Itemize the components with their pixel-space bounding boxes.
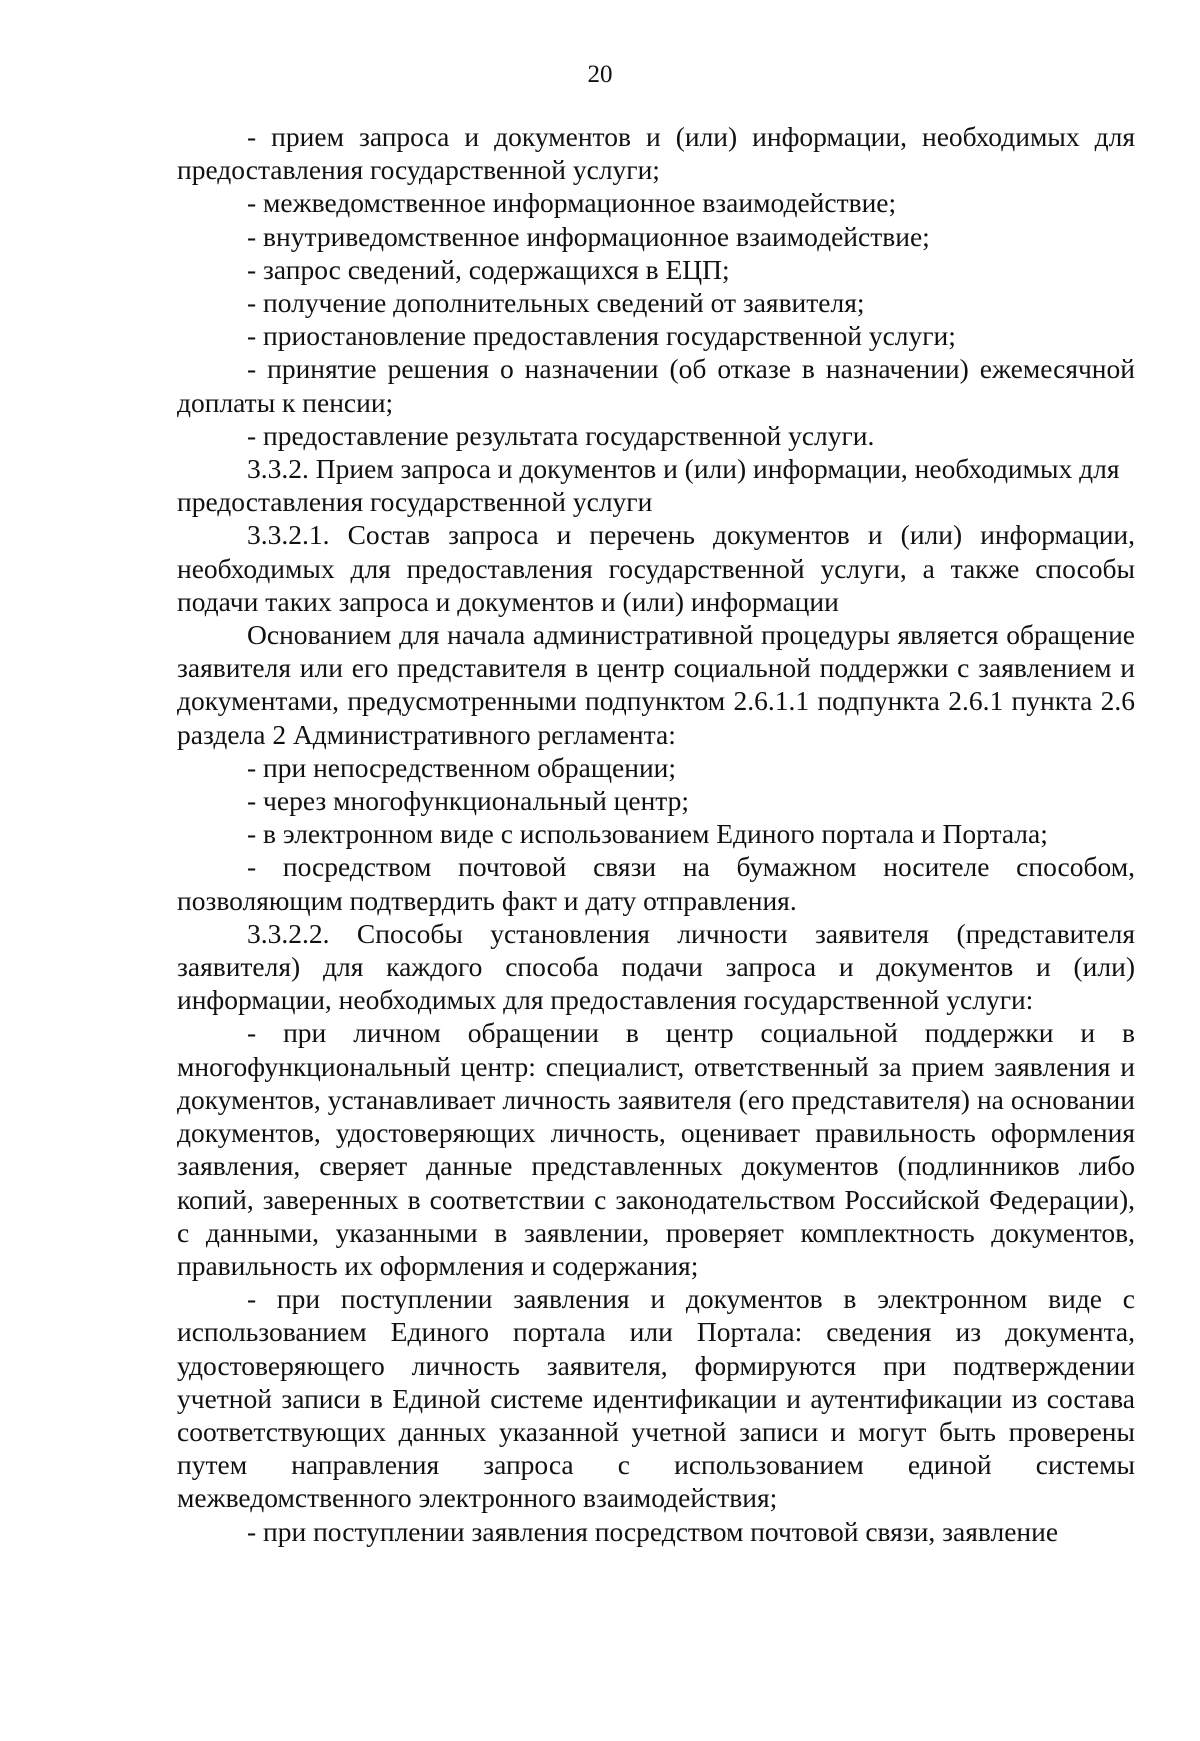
list-item-additional-info: - получение дополнительных сведений от заявителя; <box>247 287 865 319</box>
section-3-3-2-2-heading: 3.3.2.2. Способы установления личности заявителя (представителя заявителя) для каждого способа подачи запроса и документов и (или) информации, необходимых для предоставления государственной услуги: <box>177 917 1135 1016</box>
list-item-postal: - посредством почтовой связи на бумажном носителе способом, позволяющим подтвердить факт и дату отправления. <box>177 851 1135 916</box>
postal-appeal-paragraph: - при поступлении заявления посредством почтовой связи, заявление <box>247 1515 1059 1547</box>
list-item-intradepartmental-interaction: - внутриведомственное информационное взаимодействие; <box>247 220 930 252</box>
list-item-mfc: - через многофункциональный центр; <box>247 785 690 817</box>
list-item-direct-appeal: - при непосредственном обращении; <box>247 751 677 783</box>
list-item-ecp-request: - запрос сведений, содержащихся в ЕЦП; <box>247 253 730 285</box>
section-3-3-2-heading: 3.3.2. Прием запроса и документов и (или) информации, необходимых для предоставления государственной услуги <box>177 453 1120 518</box>
electronic-appeal-paragraph: - при поступлении заявления и документов в электронном виде с использованием Единого портала или Портала: сведения из документа, удостоверяющего личность заявителя, формируются при подтверждении учетной записи в Единой системе идентификации и аутентификации из состава соответствующих данных указанной учетной записи и могут быть проверены путем направления запроса с использованием единой системы межведомственного электронного взаимодействия; <box>177 1283 1135 1514</box>
personal-appeal-paragraph: - при личном обращении в центр социальной поддержки и в многофункциональный центр: специалист, ответственный за прием заявления и документов, устанавливает личность заявителя (его представителя) на основании документов, удостоверяющих личность, оценивает правильность оформления заявления, сверяет данные представленных документов (подлинников либо копий, заверенных в соответствии с законодательством Российской Федерации), с данными, указанными в заявлении, проверяет комплектность документов, правильность их оформления и содержания; <box>177 1017 1135 1281</box>
basis-paragraph: Основанием для начала административной процедуры является обращение заявителя или его представителя в центр социальной поддержки с заявлением и документами, предусмотренными подпунктом 2.6.1.1 подпункта 2.6.1 пункта 2.6 раздела 2 Административного регламента: <box>177 619 1135 750</box>
section-3-3-2-1-heading: 3.3.2.1. Состав запроса и перечень документов и (или) информации, необходимых для предоставления государственной услуги, а также способы подачи таких запроса и документов и (или) информации <box>177 519 1135 617</box>
list-item-suspension: - приостановление предоставления государственной услуги; <box>247 320 956 352</box>
list-item-interagency-interaction: - межведомственное информационное взаимодействие; <box>247 187 897 219</box>
list-item-electronic: - в электронном виде с использованием Единого портала и Портала; <box>247 818 1048 850</box>
list-item-result-provision: - предоставление результата государственной услуги. <box>247 419 875 451</box>
list-item-decision: - принятие решения о назначении (об отказе в назначении) ежемесячной доплаты к пенсии; <box>177 353 1135 418</box>
page-number: 20 <box>587 61 613 88</box>
list-item-request-receipt: - прием запроса и документов и (или) информации, необходимых для предоставления государственной услуги; <box>177 121 1135 186</box>
document-body <box>177 120 1135 1548</box>
